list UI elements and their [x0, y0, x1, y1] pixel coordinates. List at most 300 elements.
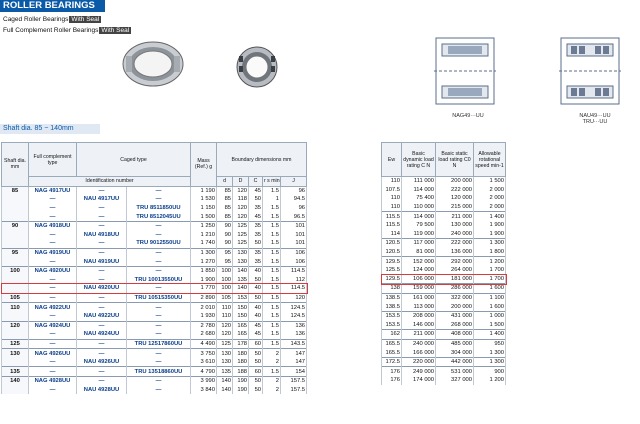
cell-r: 96	[281, 186, 307, 195]
table-row	[2, 195, 307, 204]
cell-nau: —	[77, 321, 127, 330]
cell-D: 188	[233, 367, 249, 377]
cell-spd: 1 000	[474, 311, 506, 320]
cell-Ew: 129.5	[382, 257, 402, 266]
cell-tru: TRU 12517860UU	[127, 339, 191, 349]
cell-dyn: 111 000	[402, 177, 436, 186]
cell-stat: 442 000	[436, 357, 474, 367]
cell-tru: —	[127, 358, 191, 367]
cell-dyn: 159 000	[402, 284, 436, 294]
table-row	[2, 186, 307, 195]
cell-nau: —	[77, 303, 127, 312]
cell-shaft: 110	[2, 303, 29, 312]
cell-C1: 1.5	[263, 212, 281, 221]
cell-dyn: 79 500	[402, 221, 436, 230]
cell-C: 45	[249, 186, 263, 195]
cell-C1: 1.5	[263, 312, 281, 321]
table-row	[2, 349, 307, 358]
cell-spd: 1 600	[474, 284, 506, 294]
cell-d: 85	[217, 195, 233, 204]
cell-full: —	[29, 386, 77, 395]
cell-C1: 1.5	[263, 266, 281, 275]
cell-D: 165	[233, 321, 249, 330]
cell-tru: TRU 10515350UU	[127, 293, 191, 303]
cell-mass: 1 930	[191, 312, 217, 321]
cell-mass: 3 610	[191, 358, 217, 367]
table-row	[382, 284, 506, 294]
cell-tru: TRU 8511850UU	[127, 204, 191, 213]
cell-D: 180	[233, 358, 249, 367]
cell-mass: 1 850	[191, 266, 217, 275]
cell-D: 165	[233, 330, 249, 339]
cell-C: 40	[249, 303, 263, 312]
cell-Ew: 176	[382, 376, 402, 385]
cell-tru: —	[127, 349, 191, 358]
cell-Ew: 138.5	[382, 293, 402, 302]
subtitle-caged: Caged Roller Bearings With Seal	[3, 16, 100, 23]
cell-Ew: 138	[382, 284, 402, 294]
cell-full: —	[29, 212, 77, 221]
cell-shaft	[2, 330, 29, 339]
cell-d: 120	[217, 330, 233, 339]
cell-nau: —	[77, 293, 127, 303]
cell-nau: —	[77, 367, 127, 377]
cell-stat: 130 000	[436, 221, 474, 230]
cell-nau: NAU 4920UU	[77, 284, 127, 293]
col-dynamic: Basic dynamic load rating C N	[402, 143, 436, 177]
table-row	[2, 257, 307, 266]
table-row	[2, 321, 307, 330]
cell-spd: 1 500	[474, 321, 506, 330]
table-row	[2, 377, 307, 386]
cell-r: 136	[281, 321, 307, 330]
cell-d: 90	[217, 221, 233, 230]
cell-Ew: 138.5	[382, 302, 402, 311]
table-row	[2, 204, 307, 213]
cell-full: —	[29, 231, 77, 240]
cell-stat: 431 000	[436, 311, 474, 320]
table-row	[382, 177, 506, 186]
cell-shaft	[2, 358, 29, 367]
nag-cross-section-diagram	[430, 30, 502, 112]
cell-C1: 1.5	[263, 367, 281, 377]
table-row	[2, 303, 307, 312]
cell-d: 90	[217, 239, 233, 248]
cell-spd: 1 600	[474, 302, 506, 311]
cell-shaft	[2, 231, 29, 240]
cell-Ew: 153.5	[382, 321, 402, 330]
cell-dyn: 119 000	[402, 230, 436, 239]
cell-nau: —	[77, 276, 127, 285]
cell-r: 154	[281, 367, 307, 377]
cell-nau: NAU 4917UU	[77, 195, 127, 204]
cell-spd: 2 000	[474, 203, 506, 212]
cell-C1: 2	[263, 358, 281, 367]
cell-d: 90	[217, 231, 233, 240]
cell-d: 100	[217, 266, 233, 275]
cell-shaft: 135	[2, 367, 29, 377]
full-complement-bearing-photo	[232, 42, 282, 92]
col-static: Basic static load rating C0 N	[436, 143, 474, 177]
cell-C1: 1.5	[263, 321, 281, 330]
cell-Ew: 110	[382, 194, 402, 203]
table-row	[382, 212, 506, 221]
col-d: d	[217, 177, 233, 187]
table-row	[382, 248, 506, 257]
cell-spd: 1 200	[474, 376, 506, 385]
cell-dyn: 146 000	[402, 321, 436, 330]
cell-D: 125	[233, 239, 249, 248]
cell-dyn: 211 000	[402, 330, 436, 340]
cell-C1: 1.5	[263, 221, 281, 230]
cell-D: 118	[233, 195, 249, 204]
cell-full: NAG 4917UU	[29, 186, 77, 195]
table-row	[382, 194, 506, 203]
col-full-complement: Full complement type	[29, 143, 77, 177]
cell-stat: 211 000	[436, 212, 474, 221]
cell-D: 120	[233, 186, 249, 195]
cell-C: 40	[249, 312, 263, 321]
cell-tru: —	[127, 377, 191, 386]
shaft-diameter-label: Shaft dia. 85 − 140mm	[0, 124, 100, 134]
cell-r: 124.5	[281, 312, 307, 321]
cell-C1: 2	[263, 386, 281, 395]
col-boundary: Boundary dimensions mm	[217, 143, 307, 177]
cell-spd: 1 300	[474, 357, 506, 367]
cell-dyn: 114 000	[402, 186, 436, 195]
cell-d: 135	[217, 367, 233, 377]
table-row	[382, 230, 506, 239]
cell-spd: 1 700	[474, 266, 506, 275]
cell-C1: 1.5	[263, 204, 281, 213]
cell-C1: 1.5	[263, 330, 281, 339]
cell-shaft	[2, 276, 29, 285]
cell-C1: 1.5	[263, 186, 281, 195]
cell-spd: 1 400	[474, 330, 506, 340]
cell-stat: 136 000	[436, 248, 474, 257]
cell-D: 190	[233, 386, 249, 395]
cell-D: 178	[233, 339, 249, 349]
cell-tru: —	[127, 248, 191, 257]
cell-C1: 1.5	[263, 284, 281, 293]
cell-C1: 2	[263, 377, 281, 386]
cell-mass: 1 530	[191, 195, 217, 204]
cell-dyn: 114 000	[402, 212, 436, 221]
cell-D: 150	[233, 312, 249, 321]
cell-r: 157.5	[281, 386, 307, 395]
cell-full: NAG 4920UU	[29, 266, 77, 275]
table-row	[382, 339, 506, 348]
cell-spd: 1 800	[474, 248, 506, 257]
cell-spd: 1 900	[474, 230, 506, 239]
cell-r: 106	[281, 248, 307, 257]
cell-nau: —	[77, 212, 127, 221]
cell-tru: TRU 10013550UU	[127, 276, 191, 285]
cell-r: 94.5	[281, 195, 307, 204]
cell-C: 50	[249, 358, 263, 367]
cell-mass: 1 740	[191, 239, 217, 248]
cell-mass: 1 210	[191, 231, 217, 240]
table-row	[2, 358, 307, 367]
cell-d: 110	[217, 303, 233, 312]
cell-nau: —	[77, 266, 127, 275]
cell-dyn: 174 000	[402, 376, 436, 385]
cell-nau: —	[77, 204, 127, 213]
cell-stat: 200 000	[436, 177, 474, 186]
cell-shaft	[2, 195, 29, 204]
cell-tru: —	[127, 231, 191, 240]
cell-spd: 950	[474, 339, 506, 348]
table-row	[382, 239, 506, 248]
cell-Ew: 110	[382, 203, 402, 212]
col-D: D	[233, 177, 249, 187]
cell-r: 124.5	[281, 303, 307, 312]
cell-spd: 1 700	[474, 275, 506, 284]
cell-full: —	[29, 239, 77, 248]
cell-C1: 1.5	[263, 339, 281, 349]
cell-full: —	[29, 276, 77, 285]
cell-D: 135	[233, 276, 249, 285]
cell-dyn: 208 000	[402, 311, 436, 320]
cell-spd: 1 200	[474, 257, 506, 266]
col-C: C	[249, 177, 263, 187]
table-row	[2, 239, 307, 248]
table-row	[382, 357, 506, 367]
cell-tru: —	[127, 257, 191, 266]
cell-D: 190	[233, 377, 249, 386]
cell-spd: 1 300	[474, 239, 506, 248]
cell-spd: 1 100	[474, 293, 506, 302]
cell-d: 140	[217, 377, 233, 386]
cell-C: 50	[249, 276, 263, 285]
col-mass: Mass (Ref.) g	[191, 143, 217, 187]
cell-d: 100	[217, 276, 233, 285]
cell-r: 136	[281, 330, 307, 339]
cell-C1: 1.5	[263, 303, 281, 312]
cell-tru: —	[127, 284, 191, 293]
cell-spd: 900	[474, 367, 506, 376]
cell-shaft: 90	[2, 221, 29, 230]
cell-d: 95	[217, 248, 233, 257]
cell-tru: —	[127, 386, 191, 395]
cell-shaft: 100	[2, 266, 29, 275]
cell-mass: 1 270	[191, 257, 217, 266]
col-ident: Identification number	[29, 177, 191, 187]
cell-r: 143.5	[281, 339, 307, 349]
cell-C: 60	[249, 367, 263, 377]
table-row	[2, 231, 307, 240]
cell-mass: 2 010	[191, 303, 217, 312]
cell-d: 100	[217, 284, 233, 293]
cell-d: 120	[217, 321, 233, 330]
cell-dyn: 249 000	[402, 367, 436, 376]
table-row	[2, 293, 307, 303]
cell-dyn: 110 000	[402, 203, 436, 212]
cell-full: —	[29, 195, 77, 204]
table-row	[2, 248, 307, 257]
cell-D: 153	[233, 293, 249, 303]
table-row	[382, 266, 506, 275]
cell-d: 85	[217, 186, 233, 195]
cell-dyn: 113 000	[402, 302, 436, 311]
cell-Ew: 176	[382, 367, 402, 376]
cell-C: 45	[249, 330, 263, 339]
cell-dyn: 220 000	[402, 357, 436, 367]
subtitle-full-complement: Full Complement Roller Bearings With Seal	[3, 27, 130, 34]
cell-nau: NAU 4924UU	[77, 330, 127, 339]
cell-tru: —	[127, 321, 191, 330]
caged-bearing-photo	[118, 38, 188, 90]
col-shaft-dia: Shaft dia. mm	[2, 143, 29, 187]
cell-spd: 1 500	[474, 177, 506, 186]
cell-d: 140	[217, 386, 233, 395]
cell-d: 130	[217, 358, 233, 367]
cell-r: 114.5	[281, 266, 307, 275]
cell-shaft: 85	[2, 186, 29, 195]
nag-diagram-caption: NAG49···UU	[452, 113, 484, 119]
cell-D: 120	[233, 204, 249, 213]
cell-Ew: 165.5	[382, 348, 402, 357]
cell-D: 120	[233, 212, 249, 221]
load-ratings-table	[381, 142, 506, 385]
cell-d: 110	[217, 312, 233, 321]
cell-tru: —	[127, 312, 191, 321]
cell-C1: 1.5	[263, 239, 281, 248]
cell-D: 130	[233, 257, 249, 266]
cell-Ew: 114	[382, 230, 402, 239]
cell-stat: 531 000	[436, 367, 474, 376]
cell-Ew: 129.5	[382, 275, 402, 284]
cell-r: 112	[281, 276, 307, 285]
cell-D: 130	[233, 248, 249, 257]
cell-full: NAG 4922UU	[29, 303, 77, 312]
cell-stat: 222 000	[436, 186, 474, 195]
cell-C: 35	[249, 231, 263, 240]
cell-C: 40	[249, 284, 263, 293]
table-row	[382, 311, 506, 320]
cell-r: 147	[281, 349, 307, 358]
cell-mass: 1 770	[191, 284, 217, 293]
cell-dyn: 75 400	[402, 194, 436, 203]
cell-C: 50	[249, 377, 263, 386]
cell-dyn: 117 000	[402, 239, 436, 248]
cell-r: 101	[281, 239, 307, 248]
cell-shaft	[2, 386, 29, 395]
cell-spd: 2 000	[474, 194, 506, 203]
cell-stat: 222 000	[436, 239, 474, 248]
table-row	[382, 257, 506, 266]
cell-r: 114.5	[281, 284, 307, 293]
cell-Ew: 110	[382, 177, 402, 186]
cell-C1: 1	[263, 195, 281, 204]
cell-D: 125	[233, 221, 249, 230]
cell-d: 125	[217, 339, 233, 349]
cell-tru: —	[127, 221, 191, 230]
table-row	[382, 348, 506, 357]
cell-full: —	[29, 367, 77, 377]
cell-tru: TRU 13518860UU	[127, 367, 191, 377]
cell-C: 50	[249, 349, 263, 358]
table-row	[2, 276, 307, 285]
cell-D: 140	[233, 284, 249, 293]
cell-stat: 215 000	[436, 203, 474, 212]
cell-Ew: 120.5	[382, 248, 402, 257]
cell-mass: 2 780	[191, 321, 217, 330]
cell-C: 50	[249, 195, 263, 204]
cell-shaft	[2, 257, 29, 266]
table-row	[2, 386, 307, 395]
cell-full: —	[29, 330, 77, 339]
cell-d: 85	[217, 212, 233, 221]
table-row	[382, 221, 506, 230]
cell-full: NAG 4918UU	[29, 221, 77, 230]
cell-nau: NAU 4926UU	[77, 358, 127, 367]
cell-d: 105	[217, 293, 233, 303]
cell-C1: 1.5	[263, 293, 281, 303]
cell-shaft	[2, 212, 29, 221]
cell-C: 45	[249, 321, 263, 330]
cell-dyn: 161 000	[402, 293, 436, 302]
cell-r: 147	[281, 358, 307, 367]
cell-C: 50	[249, 386, 263, 395]
cell-shaft: 130	[2, 349, 29, 358]
cell-C: 50	[249, 239, 263, 248]
cell-r: 101	[281, 221, 307, 230]
cell-stat: 268 000	[436, 321, 474, 330]
cell-nau: —	[77, 221, 127, 230]
cell-full: —	[29, 257, 77, 266]
col-speed: Allowable rotational speed min-1	[474, 143, 506, 177]
table-row	[2, 221, 307, 230]
cell-r: 96	[281, 204, 307, 213]
cell-full: NAG 4924UU	[29, 321, 77, 330]
cell-nau: NAU 4928UU	[77, 386, 127, 395]
cell-Ew: 107.5	[382, 186, 402, 195]
cell-C1: 2	[263, 349, 281, 358]
cell-d: 130	[217, 349, 233, 358]
cell-full: —	[29, 284, 77, 293]
cell-stat: 181 000	[436, 275, 474, 284]
cell-stat: 120 000	[436, 194, 474, 203]
section-title: ROLLER BEARINGS	[0, 0, 105, 12]
cell-stat: 240 000	[436, 230, 474, 239]
cell-r: 96.5	[281, 212, 307, 221]
cell-D: 140	[233, 266, 249, 275]
cell-shaft: 140	[2, 377, 29, 386]
cell-tru: —	[127, 266, 191, 275]
cell-nau: —	[77, 186, 127, 195]
cell-C1: 1.5	[263, 276, 281, 285]
cell-full: —	[29, 358, 77, 367]
cell-nau: —	[77, 349, 127, 358]
table-row	[382, 186, 506, 195]
table-row	[382, 302, 506, 311]
table-row	[2, 367, 307, 377]
cell-mass: 3 840	[191, 386, 217, 395]
cell-C: 40	[249, 266, 263, 275]
cell-r: 157.5	[281, 377, 307, 386]
cell-shaft: 120	[2, 321, 29, 330]
cell-shaft	[2, 204, 29, 213]
cell-dyn: 152 000	[402, 257, 436, 266]
cell-D: 125	[233, 231, 249, 240]
cell-Ew: 125.5	[382, 266, 402, 275]
col-J: J	[281, 177, 307, 187]
cell-Ew: 115.5	[382, 221, 402, 230]
cell-full: —	[29, 339, 77, 349]
table-row	[382, 203, 506, 212]
nau-cross-section-diagram	[555, 30, 627, 112]
